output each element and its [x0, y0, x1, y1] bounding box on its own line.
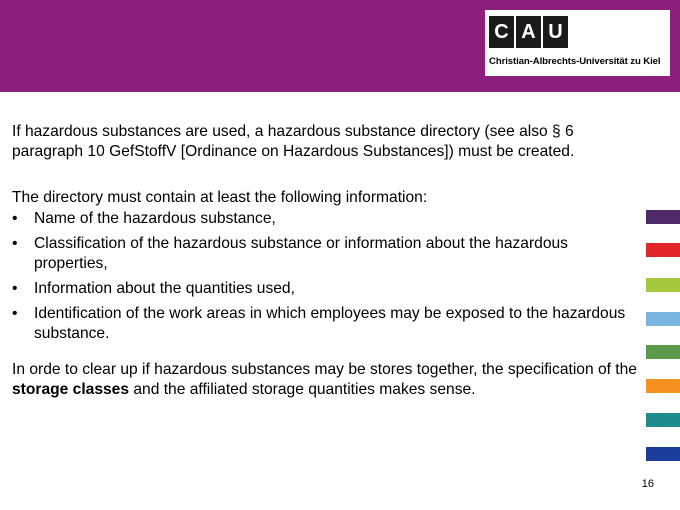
bullet-icon: • [12, 210, 18, 227]
side-color-bar-purple [646, 210, 680, 224]
university-logo [485, 10, 670, 76]
list-item-text: Classification of the hazardous substance or information about the hazardous properties, [34, 235, 568, 272]
logo-subtitle: Christian-Albrechts-Universität zu Kiel [489, 56, 661, 67]
closing-paragraph [12, 360, 637, 400]
logo-letter-a: A [516, 16, 541, 48]
closing-text-start: In orde to clear up if hazardous substances may be stores together, the specification of the [12, 361, 637, 378]
list-item-text: Name of the hazardous substance, [34, 210, 276, 227]
directory-lead: The directory must contain at least the following information: [12, 189, 428, 206]
list-item [12, 234, 637, 274]
list-item-text: Information about the quantities used, [34, 280, 295, 297]
side-color-bar-orange [646, 379, 680, 393]
storage-classes-emphasis: storage classes [12, 381, 130, 398]
list-item [12, 209, 637, 229]
list-item [12, 304, 637, 344]
logo-letter-u: U [543, 16, 568, 48]
bullet-icon: • [12, 280, 18, 297]
side-color-bar-lime [646, 278, 680, 292]
intro-paragraph: If hazardous substances are used, a hazardous substance directory (see also § 6 paragraph 10 GefStoffV [Ordinance on Hazardous Substances]) must be created. [12, 123, 575, 160]
side-color-bar-blue [646, 447, 680, 461]
page-number: 16 [641, 478, 654, 490]
side-color-bar-light-blue [646, 312, 680, 326]
logo-letter-c: C [489, 16, 514, 48]
bullet-icon: • [12, 235, 18, 252]
requirements-list [12, 209, 637, 344]
logo-letters [489, 16, 570, 48]
closing-text-end: and the affiliated storage quantities makes sense. [129, 381, 476, 398]
side-color-bar-teal [646, 413, 680, 427]
side-color-bar-green [646, 345, 680, 359]
side-color-bar-red [646, 243, 680, 257]
bullet-icon: • [12, 305, 18, 322]
list-item-text: Identification of the work areas in which employees may be exposed to the hazardous substance. [34, 305, 626, 342]
list-item [12, 279, 637, 299]
slide-content [12, 122, 637, 400]
